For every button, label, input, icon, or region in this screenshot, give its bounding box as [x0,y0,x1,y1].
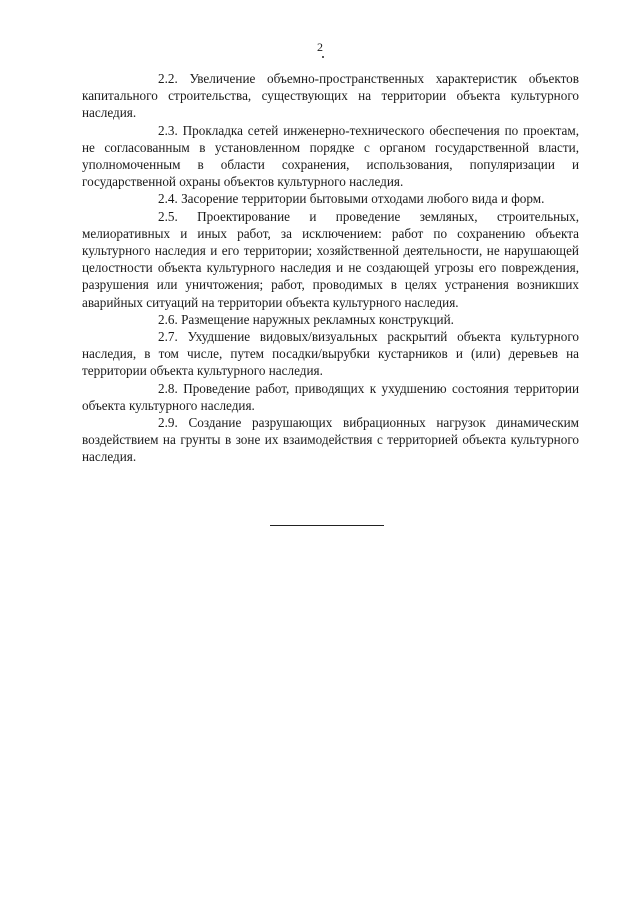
list-item [82,414,579,466]
list-item [82,208,579,311]
page-mark-dot [322,56,324,58]
item-text: Прокладка сетей инженерно-технического обеспечения по проектам, не согласованным в установленном порядке с органом государственной власти, уполномоченным в области сохранения, использования, популяризации и государственной охраны объектов культурного наследия. [82,122,579,190]
item-number: 2.3. [158,122,178,138]
item-number: 2.6. [158,311,178,327]
list-item [82,328,579,380]
item-number: 2.8. [158,380,178,396]
list-item [82,122,579,191]
item-text: Создание разрушающих вибрационных нагрузок динамическим воздействием на грунты в зоне их взаимодействия с территорией объекта культурного наследия. [82,415,580,465]
item-number: 2.9. [158,415,178,431]
item-text: Проектирование и проведение земляных, строительных, мелиоративных и иных работ, за исключением: работ по сохранению объекта культурного наследия и его территории; хозяйственной деятельности, не нарушающей целостности объекта культурного наследия и не создающей угрозы его повреждения, разрушения или уничтожения; работ, проводимых в целях устранения возникших аварийных ситуаций на территории объекта культурного наследия. [82,208,579,310]
item-number: 2.7. [158,329,178,345]
list-item [82,311,579,328]
item-number: 2.5. [158,208,178,224]
prohibitions-list [82,70,579,466]
item-text: Увеличение объемно-пространственных характеристик объектов капитального строительства, существующих на территории объекта культурного наследия. [82,71,579,121]
item-text: Размещение наружных рекламных конструкций. [181,311,454,327]
item-text: Проведение работ, приводящих к ухудшению состояния территории объекта культурного наследия. [82,380,580,413]
end-rule [270,525,384,526]
list-item [82,190,579,207]
item-number: 2.2. [158,71,178,86]
item-text: Засорение территории бытовыми отходами любого вида и форм. [181,191,545,207]
list-item [82,70,579,122]
page-number: 2 [317,40,323,54]
list-item [82,380,579,414]
item-number: 2.4. [158,191,178,207]
item-text: Ухудшение видовых/визуальных раскрытий объекта культурного наследия, в том числе, путем посадки/вырубки кустарников и (или) деревьев на территории объекта культурного наследия. [82,329,579,379]
